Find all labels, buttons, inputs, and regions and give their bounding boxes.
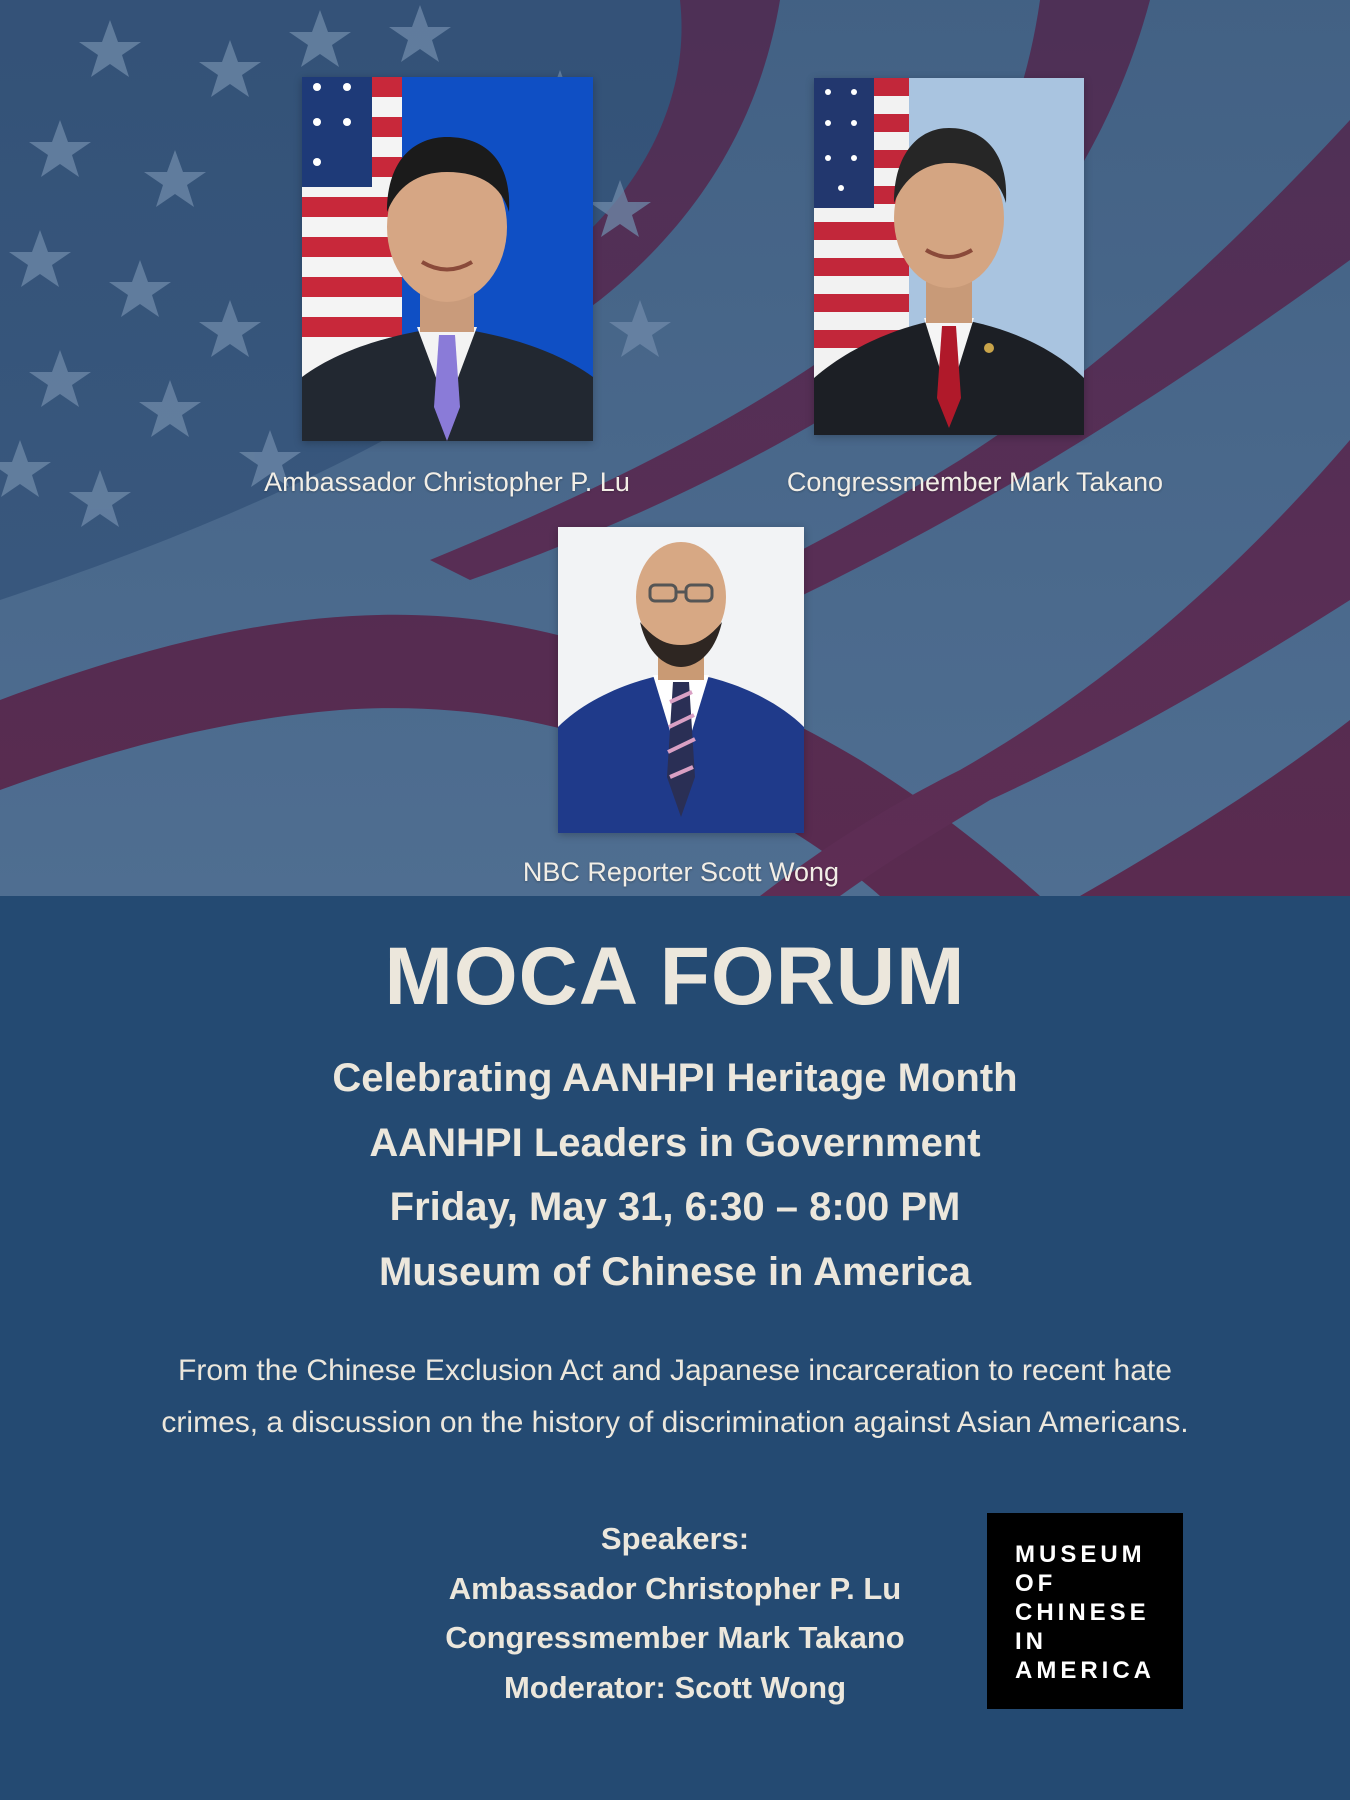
hero-flag-section bbox=[0, 0, 1350, 896]
leaders-line: AANHPI Leaders in Government bbox=[369, 1121, 981, 1165]
speaker-item: Congressmember Mark Takano bbox=[445, 1620, 905, 1655]
event-info-section bbox=[0, 896, 1350, 1800]
caption-mark-takano: Congressmember Mark Takano bbox=[786, 467, 1164, 497]
description-line: From the Chinese Exclusion Act and Japanese incarceration to recent hate bbox=[178, 1354, 1172, 1387]
event-datetime: Friday, May 31, 6:30 – 8:00 PM bbox=[389, 1185, 961, 1229]
heritage-month-line: Celebrating AANHPI Heritage Month bbox=[332, 1056, 1018, 1100]
photo-mark-takano bbox=[814, 78, 1084, 435]
photo-christopher-lu bbox=[302, 77, 593, 441]
logo-line: IN bbox=[1015, 1628, 1047, 1655]
photo-scott-wong bbox=[558, 527, 804, 833]
speaker-item: Moderator: Scott Wong bbox=[503, 1669, 847, 1705]
event-description bbox=[100, 1345, 1250, 1449]
caption-scott-wong: NBC Reporter Scott Wong bbox=[522, 857, 840, 887]
caption-christopher-lu: Ambassador Christopher P. Lu bbox=[264, 467, 630, 497]
logo-line: CHINESE bbox=[1015, 1599, 1150, 1626]
speaker-item: Ambassador Christopher P. Lu bbox=[448, 1570, 902, 1606]
description-line: crimes, a discussion on the history of discrimination against Asian Americans. bbox=[161, 1406, 1189, 1439]
moca-logo bbox=[987, 1513, 1183, 1709]
event-venue: Museum of Chinese in America bbox=[379, 1250, 971, 1294]
logo-line: AMERICA bbox=[1015, 1657, 1155, 1684]
speakers-heading: Speakers: bbox=[600, 1521, 750, 1556]
speakers-list bbox=[330, 1514, 1020, 1712]
logo-line: OF bbox=[1015, 1570, 1057, 1597]
forum-title: MOCA FORUM bbox=[384, 931, 966, 1022]
logo-line: MUSEUM bbox=[1015, 1541, 1146, 1568]
